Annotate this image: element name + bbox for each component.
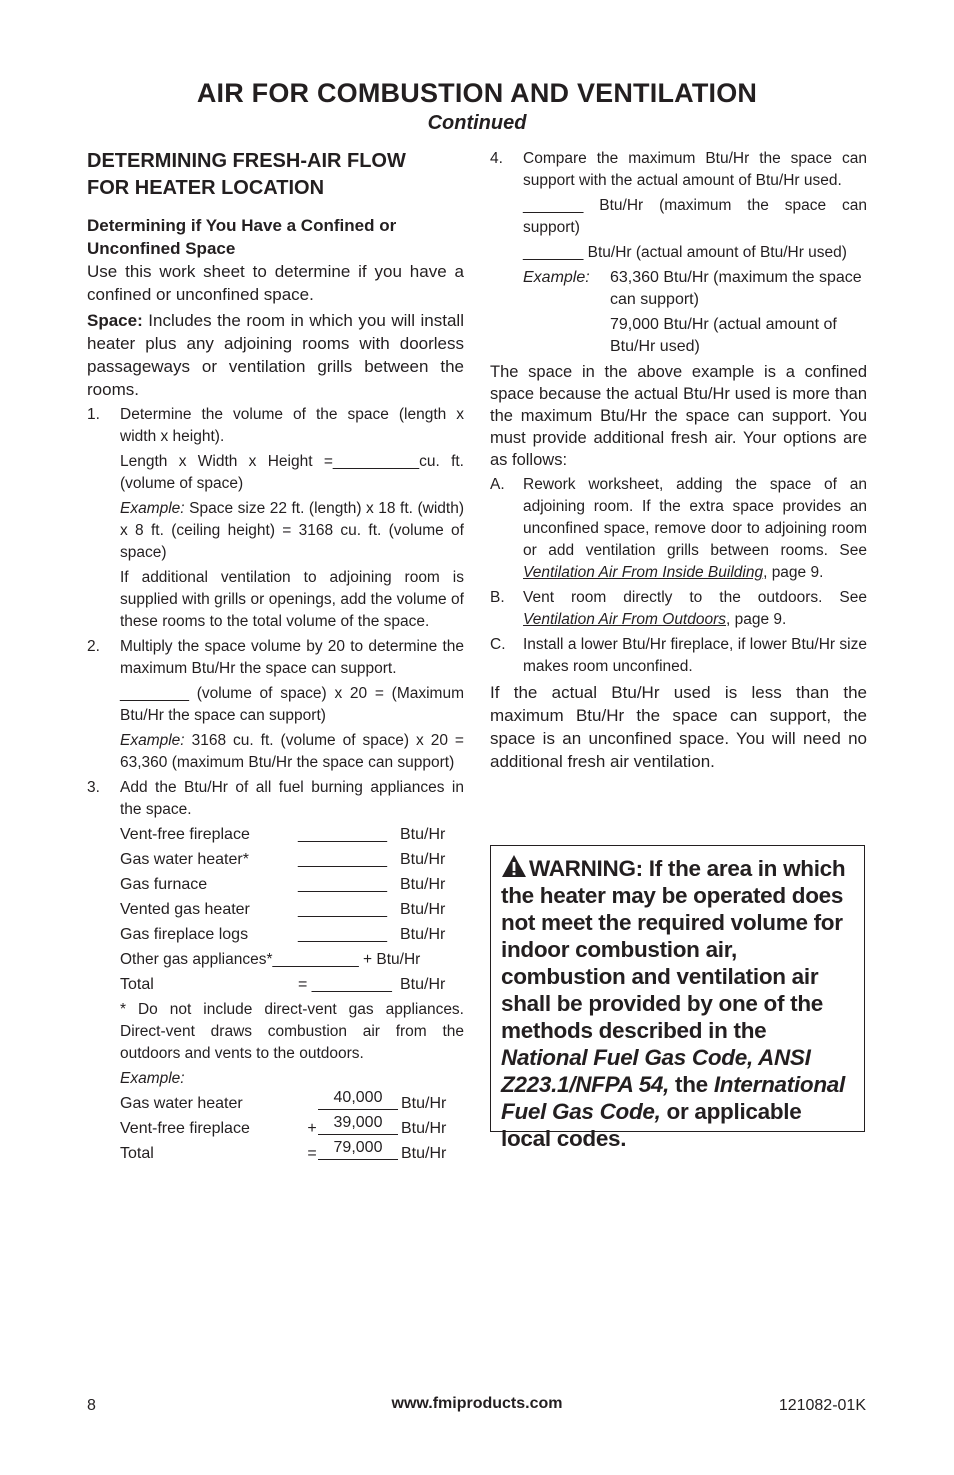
appliance-blank: __________ bbox=[298, 926, 387, 943]
step-note: If additional ventilation to adjoining room is supplied with grills or openings, add the volume of these rooms to the total volume of the space. bbox=[120, 569, 464, 630]
step-example bbox=[120, 730, 464, 774]
step-text: Add the Btu/Hr of all fuel burning appliances in the space. bbox=[120, 779, 464, 818]
example-label: Example: bbox=[523, 269, 590, 286]
link-inside-building[interactable]: Ventilation Air From Inside Building bbox=[523, 564, 764, 581]
option-c bbox=[490, 634, 867, 678]
example-row-label: Gas water heater bbox=[120, 1095, 243, 1112]
example-row-value: 40,000 bbox=[318, 1089, 398, 1110]
appliance-unit: Btu/Hr bbox=[400, 851, 446, 868]
appliance-row bbox=[120, 824, 464, 846]
warning-ref-nfgc: National Fuel Gas Code, ANSI Z223.1/NFPA 54, bbox=[501, 1045, 811, 1097]
example-row-unit: Btu/Hr bbox=[401, 1120, 447, 1137]
option-text: Vent room directly to the outdoors. See bbox=[523, 589, 867, 606]
example-label: Example: bbox=[120, 1070, 185, 1087]
example-row bbox=[120, 1139, 464, 1165]
example-row-operator: + bbox=[307, 1120, 317, 1137]
option-letter: B. bbox=[490, 589, 505, 606]
appliance-blank: __________ bbox=[298, 876, 387, 893]
appliance-row bbox=[120, 924, 464, 946]
right-column bbox=[490, 148, 867, 776]
section-title bbox=[87, 148, 464, 202]
example-row-label: Vent-free fireplace bbox=[120, 1120, 250, 1137]
appliance-unit: Btu/Hr bbox=[400, 826, 446, 843]
step-1 bbox=[87, 404, 464, 633]
appliance-label: Gas furnace bbox=[120, 876, 208, 893]
step-text: Determine the volume of the space (length x width x height). bbox=[120, 406, 464, 445]
warning-ref-ifgc: International Fuel Gas Code, bbox=[501, 1072, 845, 1124]
option-a bbox=[490, 474, 867, 584]
example-actual: 79,000 Btu/Hr (actual amount of Btu/Hr used) bbox=[610, 316, 837, 355]
space-definition bbox=[87, 309, 464, 401]
example-text: Space size 22 ft. (length) x 18 ft. (width) x 8 ft. (ceiling height) = 3168 cu. ft. (volume of space) bbox=[120, 500, 464, 561]
warning-lead: WARNING: If the area in which the heater may be operated does not meet the required volume for indoor combustion air, combustion and ventilation air shall be provided by one of the methods described in the bbox=[501, 856, 846, 1043]
example-row-value: 79,000 bbox=[318, 1139, 398, 1160]
compare-line-max: _______ Btu/Hr (maximum the space can support) bbox=[523, 197, 867, 236]
page-title: AIR FOR COMBUSTION AND VENTILATION bbox=[196, 78, 758, 108]
step-number: 3. bbox=[87, 779, 100, 796]
appliance-blank: __________ bbox=[298, 851, 387, 868]
appliance-label: Vented gas heater bbox=[120, 901, 250, 918]
appliance-label: Vent-free fireplace bbox=[120, 826, 250, 843]
btu-formula: ________ (volume of space) x 20 = (Maximum Btu/Hr the space can support) bbox=[120, 685, 464, 724]
option-text: Install a lower Btu/Hr fireplace, if lower Btu/Hr size makes room unconfined. bbox=[523, 636, 867, 675]
other-appliances-row: Other gas appliances*__________ + Btu/Hr bbox=[120, 951, 421, 968]
example-label: Example: bbox=[120, 500, 185, 517]
option-text: Rework worksheet, adding the space of an adjoining room. If the extra space provides an unconfined space, remove door to adjoining room or add ventilation grills between rooms. See bbox=[523, 476, 867, 559]
intro-paragraph: Use this work sheet to determine if you have a confined or unconfined space. bbox=[87, 262, 464, 304]
section-title-line-2: FOR HEATER LOCATION bbox=[87, 177, 325, 199]
appliance-row bbox=[120, 899, 464, 921]
appliance-label: Gas fireplace logs bbox=[120, 926, 249, 943]
step-number: 4. bbox=[490, 150, 503, 167]
option-letter: C. bbox=[490, 636, 506, 653]
left-column bbox=[87, 148, 464, 1168]
appliance-row bbox=[120, 849, 464, 871]
total-row bbox=[120, 974, 464, 996]
subsection-title bbox=[87, 214, 464, 260]
example-row-label: Total bbox=[120, 1145, 154, 1162]
confined-explanation: The space in the above example is a confined space because the actual Btu/Hr used is more than the maximum Btu/Hr the space can support. You must provide additional fresh air. Your options are as follows: bbox=[490, 363, 867, 469]
example-row-unit: Btu/Hr bbox=[401, 1095, 447, 1112]
option-letter: A. bbox=[490, 476, 505, 493]
option-b bbox=[490, 587, 867, 631]
example-row-operator: = bbox=[307, 1145, 317, 1162]
section-title-line-1: DETERMINING FRESH-AIR FLOW bbox=[87, 150, 406, 172]
warning-tail: or applicable local codes. bbox=[501, 1099, 802, 1151]
appliance-blank: __________ bbox=[298, 901, 387, 918]
subsection-title-line-1: Determining if You Have a Confined or bbox=[87, 216, 397, 235]
appliance-unit: Btu/Hr bbox=[400, 926, 446, 943]
step-2 bbox=[87, 636, 464, 774]
volume-formula: Length x Width x Height =__________cu. ft. (volume of space) bbox=[120, 453, 464, 492]
example-row-value: 39,000 bbox=[318, 1114, 398, 1135]
example-row bbox=[120, 1089, 464, 1115]
warning-mid: the bbox=[669, 1072, 714, 1097]
page-subtitle: Continued bbox=[427, 112, 527, 134]
footnote: * Do not include direct-vent gas appliances. Direct-vent draws combustion air from the outdoors and vents to the outdoors. bbox=[120, 1001, 464, 1062]
total-unit: Btu/Hr bbox=[400, 976, 446, 993]
step-number: 1. bbox=[87, 406, 100, 423]
link-outdoors[interactable]: Ventilation Air From Outdoors bbox=[523, 611, 727, 628]
total-blank: = _________ bbox=[298, 976, 392, 993]
subsection-title-line-2: Unconfined Space bbox=[87, 239, 236, 258]
website-link[interactable]: www.fmiproducts.com bbox=[391, 1395, 563, 1412]
step-number: 2. bbox=[87, 638, 100, 655]
step-example-2 bbox=[523, 314, 867, 358]
example-max: 63,360 Btu/Hr (maximum the space can support) bbox=[610, 269, 862, 308]
example-row-operator bbox=[306, 1093, 318, 1115]
step-4 bbox=[490, 148, 867, 358]
page-number: 8 bbox=[87, 1397, 96, 1414]
appliance-label: Gas water heater* bbox=[120, 851, 249, 868]
step-3 bbox=[87, 777, 464, 1165]
unconfined-explanation: If the actual Btu/Hr used is less than the maximum Btu/Hr the space can support, the space is an unconfined space. You will need no additional fresh air ventilation. bbox=[490, 683, 867, 771]
example-row-unit: Btu/Hr bbox=[401, 1145, 447, 1162]
example-row bbox=[120, 1114, 464, 1140]
step-example bbox=[120, 498, 464, 564]
appliance-row bbox=[120, 874, 464, 896]
appliance-unit: Btu/Hr bbox=[400, 901, 446, 918]
total-label: Total bbox=[120, 976, 154, 993]
option-page-ref: , page 9. bbox=[726, 611, 787, 628]
option-page-ref: , page 9. bbox=[763, 564, 824, 581]
warning-triangle-icon bbox=[501, 854, 527, 878]
space-text: Includes the room in which you will install heater plus any adjoining rooms with doorless passageways or ventilation grills between the rooms. bbox=[87, 311, 464, 399]
space-label: Space: bbox=[87, 311, 143, 330]
example-label: Example: bbox=[120, 732, 185, 749]
appliance-blank: __________ bbox=[298, 826, 387, 843]
compare-line-actual: _______ Btu/Hr (actual amount of Btu/Hr used) bbox=[523, 244, 847, 261]
step-text: Multiply the space volume by 20 to determine the maximum Btu/Hr the space can support. bbox=[120, 638, 464, 677]
example-text: 3168 cu. ft. (volume of space) x 20 = 63,360 (maximum Btu/Hr the space can support) bbox=[120, 732, 464, 771]
step-example bbox=[523, 267, 867, 311]
document-code: 121082-01K bbox=[778, 1397, 866, 1414]
appliance-unit: Btu/Hr bbox=[400, 876, 446, 893]
warning-box bbox=[490, 845, 865, 1151]
step-text: Compare the maximum Btu/Hr the space can support with the actual amount of Btu/Hr used. bbox=[523, 150, 867, 189]
